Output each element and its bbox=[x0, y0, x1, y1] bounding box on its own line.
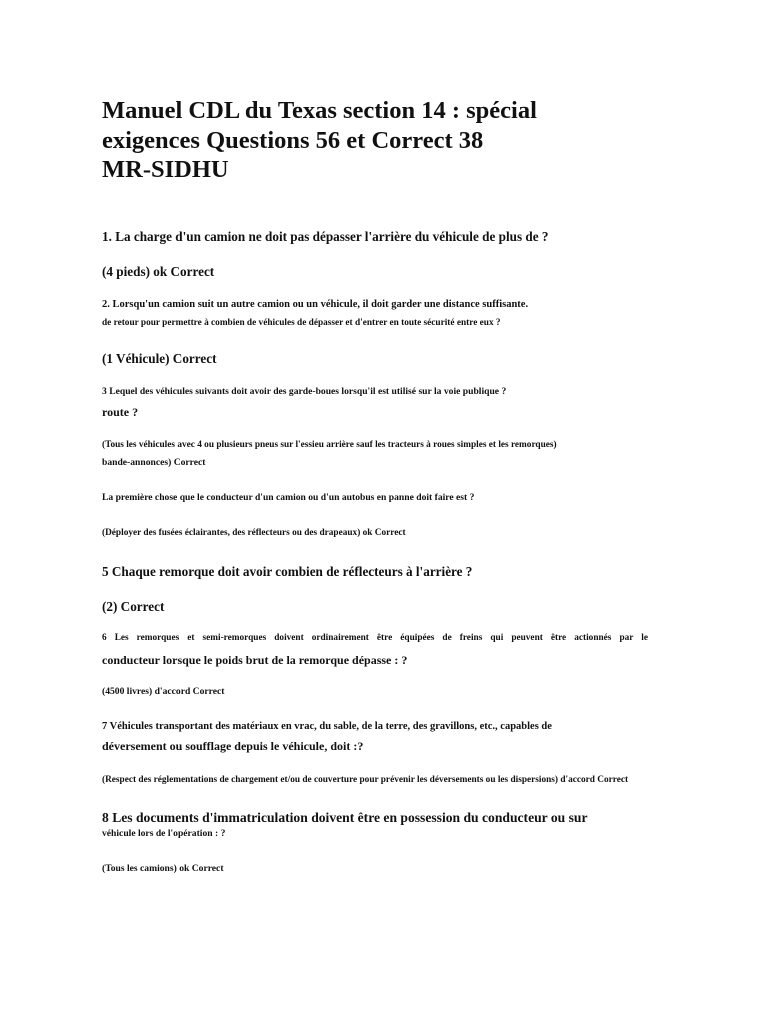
question-2-line-2: de retour pour permettre à combien de véhicules de dépasser et d'entrer en toute sécurité entre eux ? bbox=[102, 318, 501, 328]
question-3-line-2: route ? bbox=[102, 405, 139, 419]
question-3-line-1: 3 Lequel des véhicules suivants doit avoir des garde-boues lorsqu'il est utilisé sur la voie publique ? bbox=[102, 386, 507, 397]
answer-6: (4500 livres) d'accord Correct bbox=[102, 686, 225, 697]
answer-1: (4 pieds) ok Correct bbox=[102, 264, 215, 279]
question-7-line-2: déversement ou soufflage depuis le véhicule, doit :? bbox=[102, 739, 364, 753]
question-7-line-1: 7 Véhicules transportant des matériaux en vrac, du sable, de la terre, des gravillons, etc., capables de bbox=[102, 721, 552, 732]
question-6-line-1: 6 Les remorques et semi-remorques doivent ordinairement être équipées de freins qui peuvent être actionnés par le bbox=[102, 633, 648, 643]
answer-2: (1 Véhicule) Correct bbox=[102, 351, 217, 366]
title-line: Manuel CDL du Texas section 14 : spécial bbox=[102, 97, 537, 124]
question-5: 5 Chaque remorque doit avoir combien de réflecteurs à l'arrière ? bbox=[102, 564, 473, 579]
answer-7: (Respect des réglementations de chargement et/ou de couverture pour prévenir les déversements ou les dispersions) d'accord Correct bbox=[102, 775, 629, 785]
question-6-line-2: conducteur lorsque le poids brut de la remorque dépasse : ? bbox=[102, 653, 408, 667]
title-line: exigences Questions 56 et Correct 38 bbox=[102, 126, 484, 154]
document-title bbox=[102, 96, 662, 185]
answer-4: (Déployer des fusées éclairantes, des réflecteurs ou des drapeaux) ok Correct bbox=[102, 528, 406, 538]
question-1: 1. La charge d'un camion ne doit pas dépasser l'arrière du véhicule de plus de ? bbox=[102, 229, 549, 244]
question-8-line-2: véhicule lors de l'opération : ? bbox=[102, 828, 226, 839]
answer-3-line-2: bande-annonces) Correct bbox=[102, 457, 206, 468]
answer-5: (2) Correct bbox=[102, 599, 165, 614]
answer-3-line-1: (Tous les véhicules avec 4 ou plusieurs pneus sur l'essieu arrière sauf les tracteurs à roues simples et les remorques) bbox=[102, 440, 557, 450]
question-8-line-1: 8 Les documents d'immatriculation doivent être en possession du conducteur ou sur bbox=[102, 810, 588, 825]
question-2-line-1: 2. Lorsqu'un camion suit un autre camion ou un véhicule, il doit garder une distance suffisante. bbox=[102, 299, 529, 310]
answer-8: (Tous les camions) ok Correct bbox=[102, 863, 224, 874]
title-line: MR-SIDHU bbox=[102, 156, 229, 183]
question-4: La première chose que le conducteur d'un camion ou d'un autobus en panne doit faire est ? bbox=[102, 492, 475, 503]
